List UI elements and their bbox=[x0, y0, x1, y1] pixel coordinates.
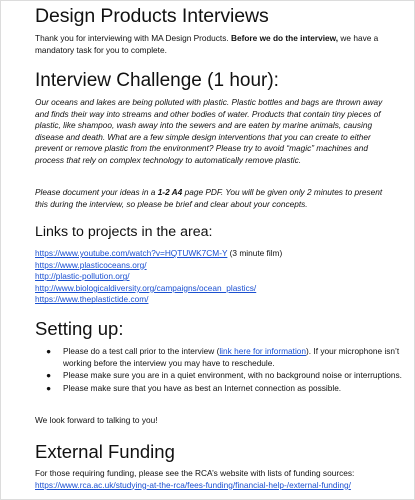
plastic-tide-link[interactable]: https://www.theplastictide.com/ bbox=[35, 294, 149, 305]
links-list bbox=[35, 248, 405, 306]
biological-diversity-link[interactable]: http://www.biologicaldiversity.org/campaigns/ocean_plastics/ bbox=[35, 282, 257, 293]
challenge-heading: Interview Challenge (1 hour): bbox=[35, 70, 279, 91]
funding-link[interactable]: https://www.rca.ac.uk/studying-at-the-rca/fees-funding/financial-help-/external-funding/ bbox=[35, 479, 351, 490]
link-row bbox=[35, 248, 405, 260]
setup-item-text: Please do a test call prior to the interview ( bbox=[63, 346, 220, 356]
page-title: Design Products Interviews bbox=[35, 5, 269, 27]
funding-paragraph bbox=[35, 468, 405, 491]
intro-paragraph bbox=[35, 33, 395, 56]
bullet-icon: ● bbox=[46, 370, 52, 381]
setup-item-test-call bbox=[35, 346, 403, 369]
plastic-oceans-link[interactable]: https://www.plasticoceans.org/ bbox=[35, 259, 147, 270]
plastic-pollution-link[interactable]: http://plastic-pollution.org/ bbox=[35, 271, 130, 282]
funding-heading: External Funding bbox=[35, 441, 175, 462]
challenge-body: Our oceans and lakes are being polluted with plastic. Plastic bottles and bags are thrown away and finds their way into streams and other bodies of water. Products that contain tiny pieces of plastic, like shampoo, wash away into the sewers and are eaten by marine animals, causing disease and death. What are a few simple design interventions that you can create to either prevent or remove plastic from the environment? Please try to avoid “magic” machines and process that rely on complex technology to automatically remove plastic. bbox=[35, 97, 383, 165]
link-row bbox=[35, 271, 405, 283]
page-count-bold: 1-2 A4 bbox=[157, 187, 183, 197]
setup-item-quiet-environment bbox=[35, 370, 403, 382]
document-text-end: page PDF. You will be given only 2 minutes to present this during the interview, so please be brief and clear about your concepts. bbox=[35, 187, 383, 209]
intro-text: Thank you for interviewing with MA Design Products. bbox=[35, 33, 231, 43]
funding-text: For those requiring funding, please see the RCA’s website with lists of funding sources: bbox=[35, 468, 355, 478]
link-note: (3 minute film) bbox=[227, 248, 283, 258]
setup-item-text: Please make sure that you have as best an Internet connection as possible. bbox=[63, 382, 342, 393]
intro-bold-text: Before we do the interview, bbox=[231, 33, 339, 43]
links-heading: Links to projects in the area: bbox=[35, 224, 213, 240]
test-call-info-link[interactable]: link here for information bbox=[219, 346, 307, 356]
link-row bbox=[35, 294, 405, 306]
bullet-icon: ● bbox=[46, 382, 52, 393]
setup-item-internet bbox=[35, 383, 403, 395]
closing-text: We look forward to talking to you! bbox=[35, 415, 158, 425]
funding-row bbox=[35, 480, 405, 492]
document-instructions bbox=[35, 187, 397, 210]
youtube-link[interactable]: https://www.youtube.com/watch?v=HQTUWK7CM-Y bbox=[35, 248, 228, 258]
link-row bbox=[35, 260, 405, 272]
setup-list bbox=[35, 346, 403, 395]
setup-item-text-end: ). If your microphone isn’t working before the interview you may have to reschedule. bbox=[63, 346, 400, 368]
setup-item-text: Please make sure you are in a quiet environment, with no background noise or interruptions. bbox=[63, 370, 402, 381]
intro-text-end: we have a mandatory task for you to complete. bbox=[35, 33, 379, 55]
document-text: Please document your ideas in a bbox=[35, 187, 158, 197]
setup-heading: Setting up: bbox=[35, 318, 124, 339]
bullet-icon: ● bbox=[46, 346, 52, 356]
link-row bbox=[35, 283, 405, 295]
